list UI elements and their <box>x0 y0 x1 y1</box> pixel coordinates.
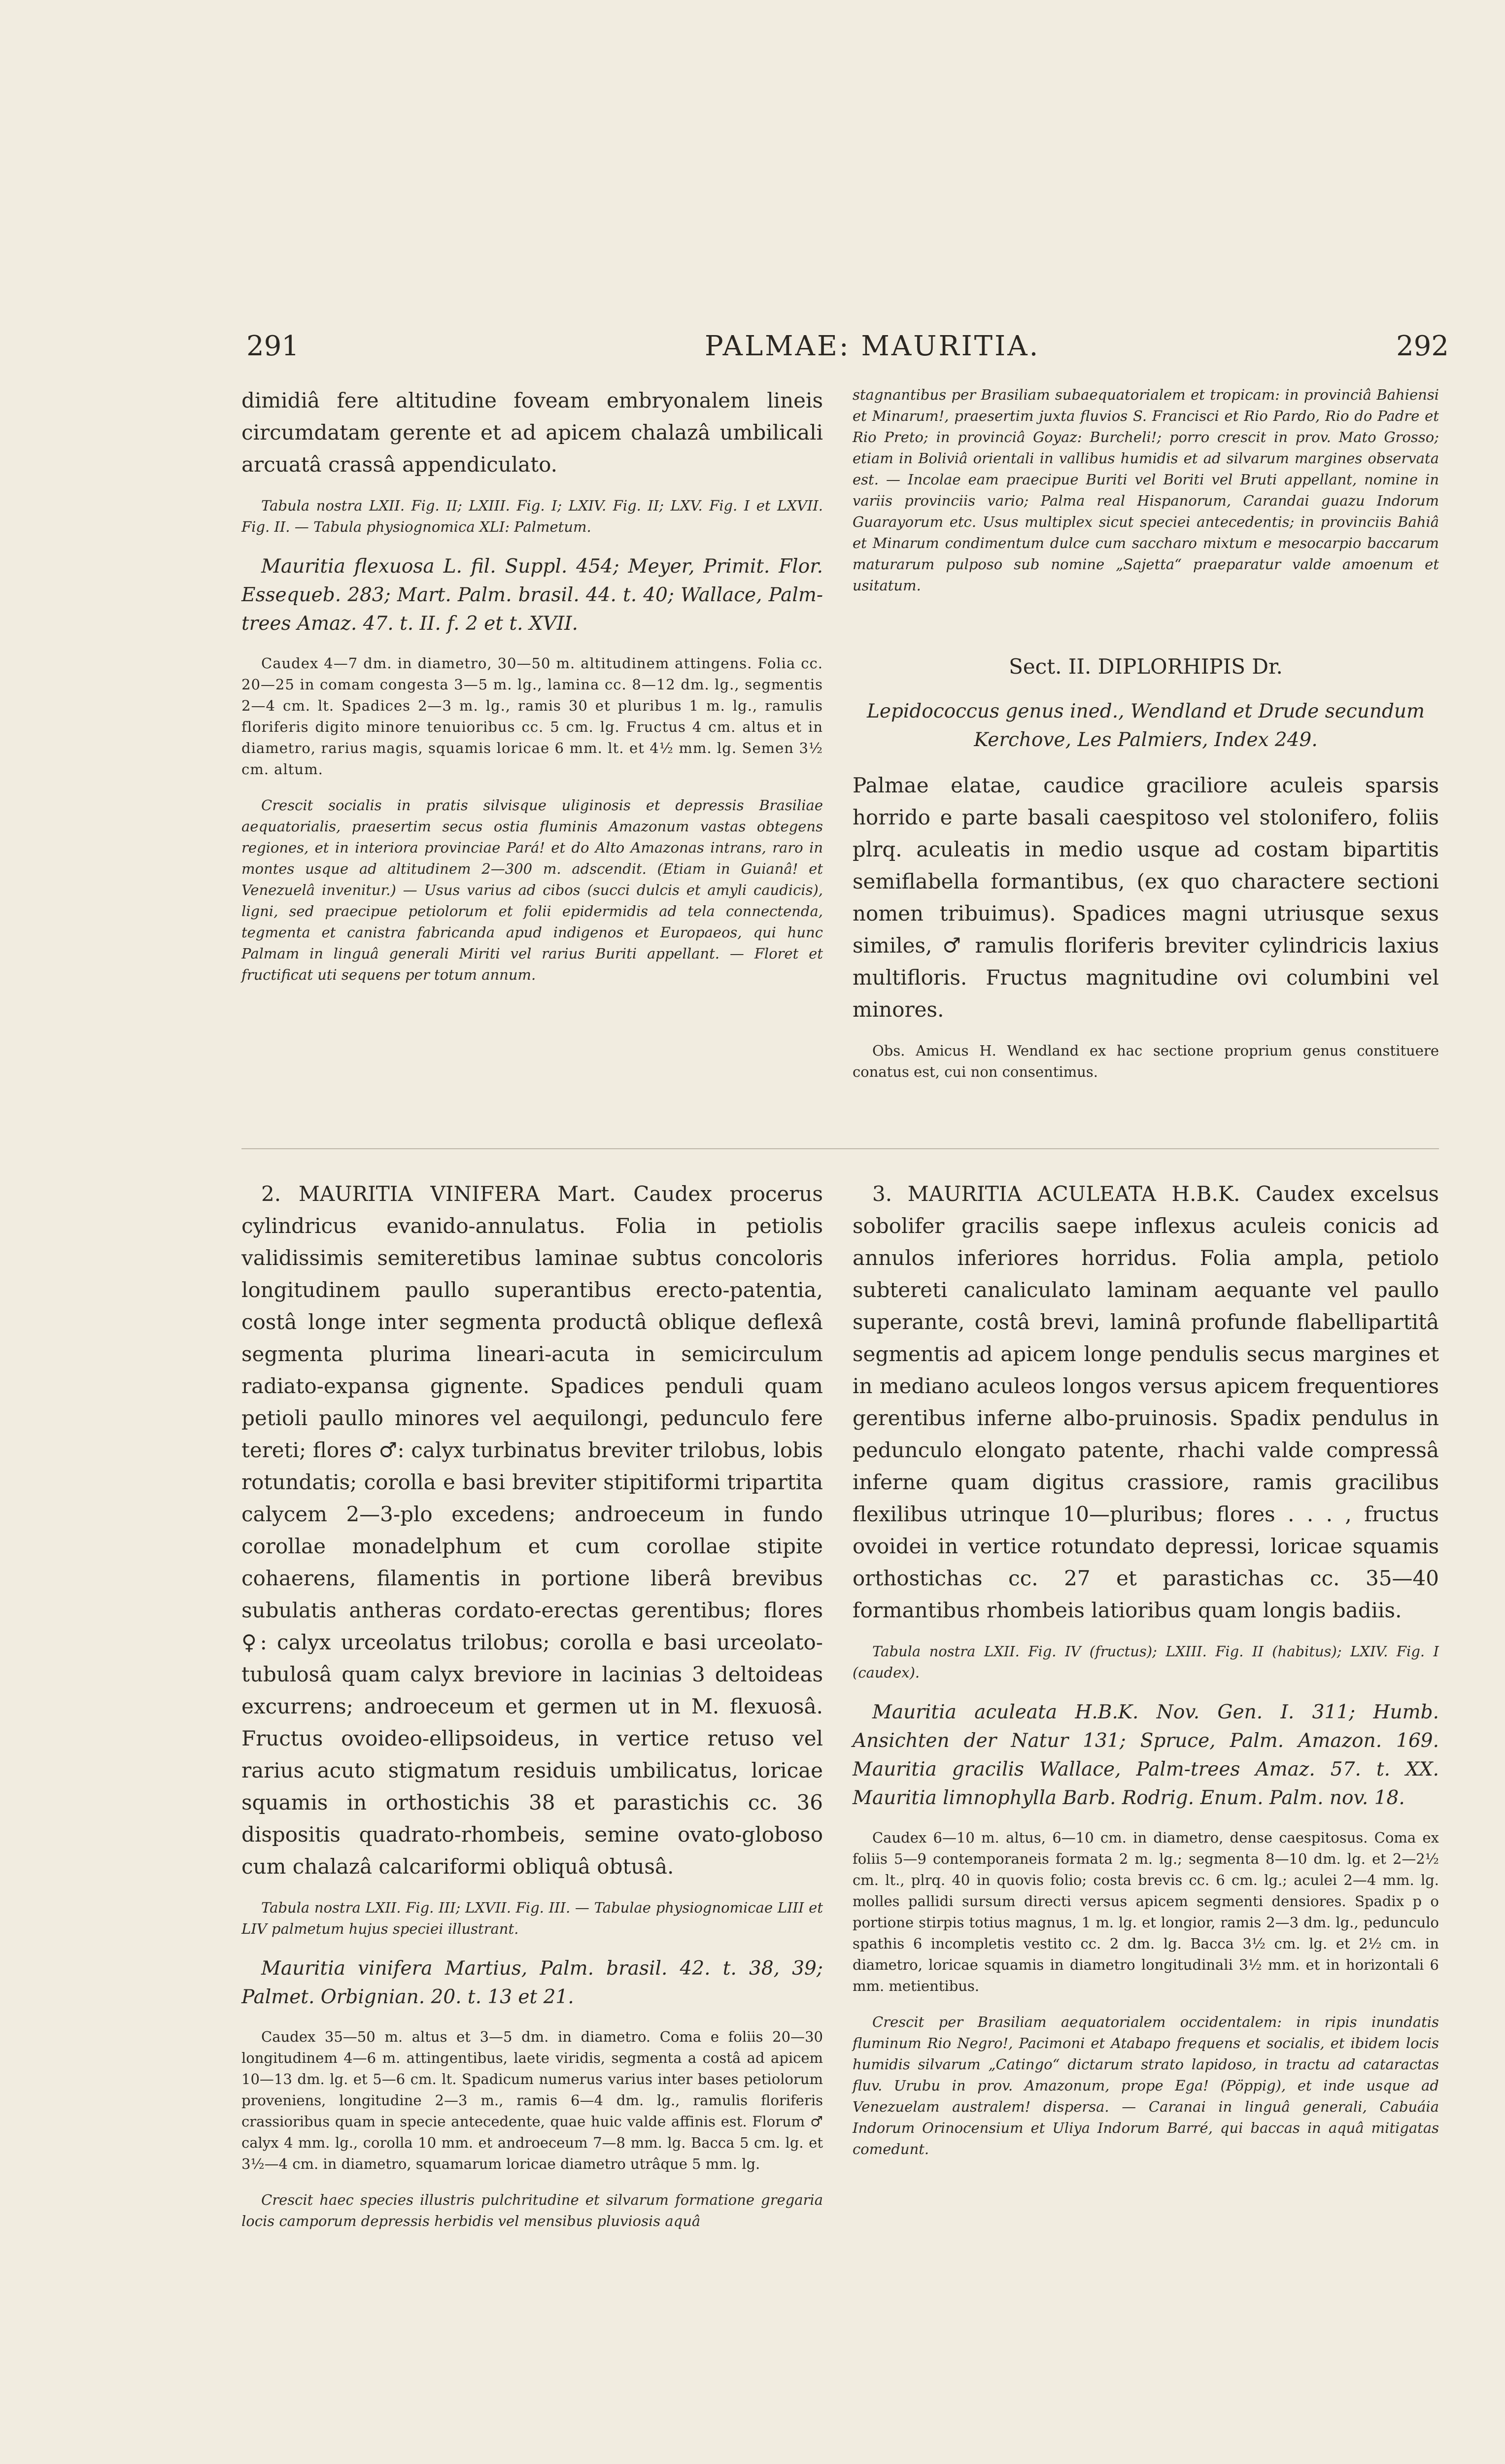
right-distribution-continued: stagnantibus per Brasiliam subaequatorialem et tropicam: in provinciâ Bahiensi et Minarum!, praesertim juxta fluvios S. Francisci et Rio Pardo, Rio do Padre et Rio Preto; in provinciâ Goyaz: Burcheli!; porro crescit in prov. Mato Grosso; etiam in Boliviâ orientali in vallibus humidis et ad silvarum margines observata est. — Incolae eam praecipue Buriti vel Boriti vel Bruti appellant, nomine in variis provinciis vario; Palma real Hispanorum, Carandai guazu Indorum Guarayorum etc. Usus multiplex sicut speciei antecedentis; in provinciis Bahiâ et Minarum condimentum dulce cum saccharo mixtum e mesocarpio baccarum maturarum pulposo sub nomine „Sajetta“ praeparatur valde amoenum et usitatum. <box>853 386 1439 594</box>
species-2-synonymy: Mauritia vinifera Martius, Palm. brasil. 42. t. 38, 39; Palmet. Orbignian. 20. t. 13 et 21. <box>241 1957 823 2008</box>
section-observation: Obs. Amicus H. Wendland ex hac sectione proprium genus constituere conatus est, cui non consentimus. <box>853 1042 1439 1080</box>
left-description: Caudex 4—7 dm. in diametro, 30—50 m. altitudinem attingens. Folia cc. 20—25 in comam congesta 3—5 m. lg., lamina cc. 8—12 dm. lg., segmentis 2—4 cm. lt. Spadices 2—3 m. lg., ramis 30 et pluribus 1 m. lg., ramulis floriferis digito minore tenuioribus cc. 5 cm. lg. Fructus 4 cm. altus et in diametro, rarius magis, squamis loricae 6 mm. lt. et 4½ mm. lg. Semen 3½ cm. altum. <box>241 655 823 778</box>
right-column-top <box>853 384 1439 1083</box>
species-3-plates: Tabula nostra LXII. Fig. IV (fructus); LXIII. Fig. II (habitus); LXIV. Fig. I (caudex). <box>853 1643 1439 1681</box>
species-3-distribution: Crescit per Brasiliam aequatorialem occidentalem: in ripis inundatis fluminum Rio Negro!, Pacimoni et Atabapo frequens et socialis, et ibidem locis humidis silvarum „Catingo“ dictarum strato lapidoso, in tractu ad cataractas fluv. Urubu in prov. Amazonum, prope Ega! (Pöppig), et inde usque ad Venezuelam australem! dispersa. — Caranai in linguâ generali, Cabuáia Indorum Orinocensium et Uliya Indorum Barré, qui baccas in aquâ mitigatas comedunt. <box>853 2014 1439 2157</box>
left-paragraph-1: dimidiâ fere altitudine foveam embryonalem lineis circumdatam gerente et ad apicem chalazâ umbilicali arcuatâ crassâ appendiculato. <box>241 388 823 477</box>
species-3-synonymy: Mauritia aculeata H.B.K. Nov. Gen. I. 311; Humb. Ansichten der Natur 131; Spruce, Palm. Amazon. 169. Mauritia gracilis Wallace, Palm-trees Amaz. 57. t. XX. Mauritia limnophylla Barb. Rodrig. Enum. Palm. nov. 18. <box>853 1701 1439 1809</box>
left-column-bottom <box>241 1178 823 2232</box>
section-synonym: Lepidococcus genus ined., Wendland et Drude secundum Kerchove, Les Palmiers, Index 249. <box>866 700 1425 751</box>
column-divider-rule <box>241 1148 1439 1149</box>
species-3-description: 3. MAURITIA ACULEATA H.B.K. Caudex excelsus sobolifer gracilis saepe inflexus aculeis conicis ad annulos inferiores horridus. Folia ampla, petiolo subtereti canaliculato laminam aequante vel paullo superante, costâ brevi, laminâ profunde flabellipartitâ segmentis ad apicem longe pendulis secus margines et in mediano aculeos longos versus apicem frequentiores gerentibus inferne albo-pruinosis. Spadix pendulus in pedunculo elongato patente, rhachi valde compressâ inferne quam digitus crassiore, ramis gracilibus flexilibus utrinque 10—pluribus; flores . . . , fructus ovoidei in vertice rotundato depressi, loricae squamis orthostichas cc. 27 et parastichas cc. 35—40 formantibus rhombeis latioribus quam longis badiis. <box>853 1182 1439 1622</box>
page-number-right: 292 <box>1396 330 1449 362</box>
species-2-distribution: Crescit haec species illustris pulchritudine et silvarum formatione gregaria locis camporum depressis herbidis vel mensibus pluviosis aquâ <box>241 2191 823 2229</box>
right-column-bottom <box>853 1178 1439 2160</box>
left-synonymy: Mauritia flexuosa L. fil. Suppl. 454; Meyer, Primit. Flor. Essequeb. 283; Mart. Palm. brasil. 44. t. 40; Wallace, Palm-trees Amaz. 47. t. II. f. 2 et t. XVII. <box>241 555 823 635</box>
species-2-description: 2. MAURITIA VINIFERA Mart. Caudex procerus cylindricus evanido-annulatus. Folia in petiolis validissimis semiteretibus laminae subtus concoloris longitudinem paullo superantibus erecto-patentia, costâ longe inter segmenta productâ oblique deflexâ segmenta plurima lineari-acuta in semicirculum radiato-expansa gignente. Spadices penduli quam petioli paullo minores vel aequilongi, pedunculo fere tereti; flores ♂: calyx turbinatus breviter trilobus, lobis rotundatis; corolla e basi breviter stipitiformi tripartita calycem 2—3-plo excedens; androeceum in fundo corollae monadelphum et cum corollae stipite cohaerens, filamentis in portione liberâ brevibus subulatis antheras cordato-erectas gerentibus; flores ♀: calyx urceolatus trilobus; corolla e basi urceolato-tubulosâ quam calyx breviore in lacinias 3 deltoideas excurrens; androeceum et germen ut in M. flexuosâ. Fructus ovoideo-ellipsoideus, in vertice retuso vel rarius acuto stigmatum residuis umbilicatus, loricae squamis in orthostichis 38 et parastichis cc. 36 dispositis quadrato-rhombeis, semine ovato-globoso cum chalazâ calcariformi obliquâ obtusâ. <box>241 1182 823 1879</box>
species-2-measurements: Caudex 35—50 m. altus et 3—5 dm. in diametro. Coma e foliis 20—30 longitudinem 4—6 m. attingentibus, laete viridis, segmenta a costâ ad apicem 10—13 dm. lg. et 5—6 cm. lt. Spadicum numerus varius inter bases petiolorum proveniens, longitudine 2—3 m., ramis 6—4 dm. lg., ramulis floriferis crassioribus quam in specie antecedente, quae huic valde affinis est. Florum ♂ calyx 4 mm. lg., corolla 10 mm. et androeceum 7—8 mm. lg. Bacca 5 cm. lg. et 3½—4 cm. in diametro, squamarum loricae diametro utrâque 5 mm. lg. <box>241 2028 823 2172</box>
left-column-top <box>241 384 823 986</box>
species-3-measurements: Caudex 6—10 m. altus, 6—10 cm. in diametro, dense caespitosus. Coma ex foliis 5—9 contemporaneis formata 2 m. lg.; segmenta 8—10 dm. lg. et 2—2½ cm. lt., plrq. 40 in quovis folio; costa brevis cc. 6 cm. lg.; aculei 2—4 mm. lg. molles pallidi sursum directi versus apicem segmenti densiores. Spadix p o portione stirpis totius magnus, 1 m. lg. et longior, ramis 2—3 dm. lg., pedunculo spathis 6 incompletis vestito cc. 2 dm. lg. Bacca 3½ cm. lg. et 2½ cm. in diametro, loricae squamis in diametro longitudinali 3½ mm. et in horizontali 6 mm. metientibus. <box>853 1829 1439 1994</box>
section-heading: Sect. II. DIPLORHIPIS Dr. <box>1009 654 1283 679</box>
section-description: Palmae elatae, caudice graciliore aculeis sparsis horrido e parte basali caespitoso vel stolonifero, foliis plrq. aculeatis in medio usque ad costam bipartitis semiflabella formantibus, (ex quo charactere sectioni nomen tribuimus). Spadices magni utriusque sexus similes, ♂ ramulis floriferis breviter cylindricis laxius multifloris. Fructus magnitudine ovi columbini vel minores. <box>853 773 1439 1022</box>
species-2-plates: Tabula nostra LXII. Fig. III; LXVII. Fig. III. — Tabulae physiognomicae LIII et LIV palmetum hujus speciei illustrant. <box>241 1899 823 1937</box>
left-plate-reference: Tabula nostra LXII. Fig. II; LXIII. Fig. I; LXIV. Fig. II; LXV. Fig. I et LXVII. Fig. II. — Tabula physiognomica XLI: Palmetum. <box>241 497 823 535</box>
left-distribution: Crescit socialis in pratis silvisque uliginosis et depressis Brasiliae aequatorialis, praesertim secus ostia fluminis Amazonum vastas obtegens regiones, et in interiora provinciae Pará! et do Alto Amazonas intrans, raro in montes usque ad altitudinem 2—300 m. adscendit. (Etiam in Guianâ! et Venezuelâ invenitur.) — Usus varius ad cibos (succi dulcis et amyli caudicis), ligni, sed praecipue petiolorum et folii epidermidis ad tela connectenda, tegmenta et canistra fabricanda apud indigenos et Europaeos, qui hunc Palmam in linguâ generali Miriti vel rarius Buriti appellant. — Floret et fructificat uti sequens per totum annum. <box>241 797 823 983</box>
page-number-left: 291 <box>246 330 299 362</box>
running-title: PALMAE: MAURITIA. <box>705 330 1040 362</box>
page-header <box>232 320 1493 365</box>
